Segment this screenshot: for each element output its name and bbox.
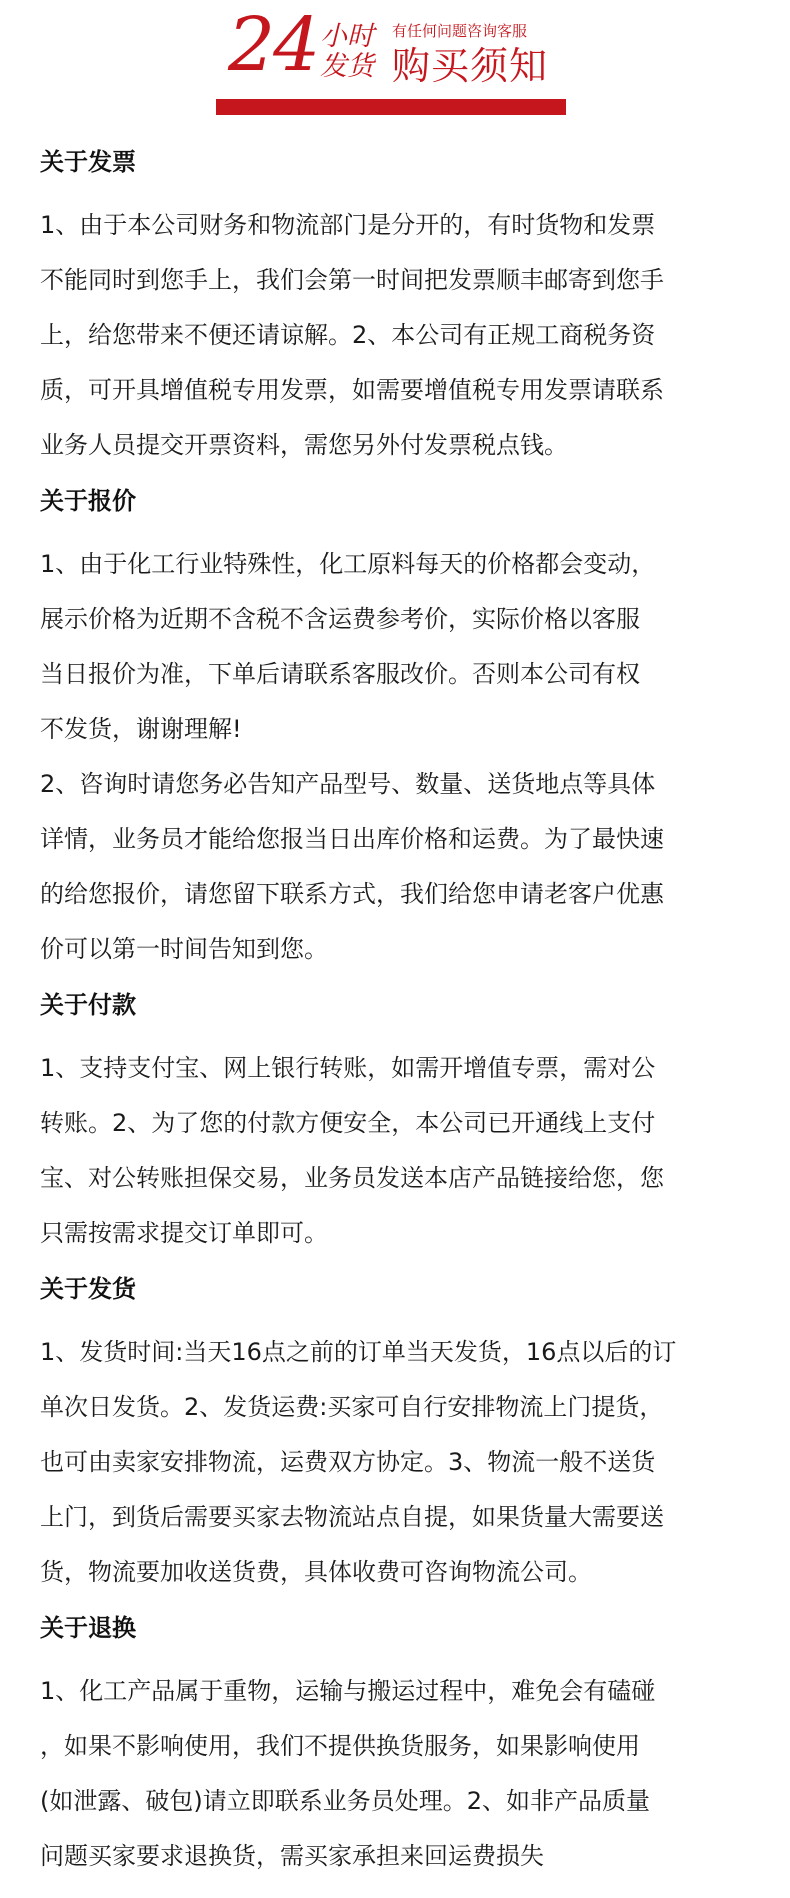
section-line: 的给您报价，请您留下联系方式，我们给您申请老客户优惠: [40, 880, 664, 908]
section-line: 展示价格为近期不含税不含运费参考价，实际价格以客服: [40, 605, 640, 633]
section-line: 不能同时到您手上，我们会第一时间把发票顺丰邮寄到您手: [40, 266, 664, 294]
section-line: 只需按需求提交订单即可。: [40, 1219, 328, 1247]
section-line: 货，物流要加收送货费，具体收费可咨询物流公司。: [40, 1558, 592, 1586]
section-line: 宝、对公转账担保交易，业务员发送本店产品链接给您，您: [40, 1164, 664, 1192]
section-returns: [40, 1608, 750, 1884]
header-number: 24: [228, 2, 319, 88]
header-divider-bar: [216, 99, 566, 115]
section-line: 1、发货时间:当天16点之前的订单当天发货，16点以后的订: [40, 1338, 677, 1366]
header-small-bottom: 发货: [320, 51, 374, 82]
section-line: ，如果不影响使用，我们不提供换货服务，如果影响使用: [40, 1732, 640, 1760]
page-header: [0, 0, 790, 130]
section-heading: 关于报价: [40, 487, 136, 515]
section-heading: 关于退换: [40, 1614, 136, 1642]
section-payment: [40, 985, 750, 1261]
section-line: 1、化工产品属于重物，运输与搬运过程中，难免会有磕碰: [40, 1677, 656, 1705]
header-small-label: [320, 22, 382, 82]
section-heading: 关于发票: [40, 148, 136, 176]
notice-content: [40, 142, 750, 1884]
section-line: 单次日发货。2、发货运费:买家可自行安排物流上门提货，: [40, 1393, 664, 1421]
section-line: (如泄露、破包)请立即联系业务员处理。2、如非产品质量: [40, 1787, 650, 1815]
section-heading: 关于发货: [40, 1275, 136, 1303]
section-line: 1、支持支付宝、网上银行转账，如需开增值专票，需对公: [40, 1054, 656, 1082]
section-line: 详情，业务员才能给您报当日出库价格和运费。为了最快速: [40, 825, 664, 853]
section-line: 业务人员提交开票资料，需您另外付发票税点钱。: [40, 431, 568, 459]
section-line: 1、由于本公司财务和物流部门是分开的，有时货物和发票: [40, 211, 656, 239]
section-shipping: [40, 1269, 750, 1600]
section-line: 也可由卖家安排物流，运费双方协定。3、物流一般不送货: [40, 1448, 656, 1476]
section-line: 2、咨询时请您务必告知产品型号、数量、送货地点等具体: [40, 770, 656, 798]
section-invoice: [40, 142, 750, 473]
section-line: 上，给您带来不便还请谅解。2、本公司有正规工商税务资: [40, 321, 656, 349]
section-line: 转账。2、为了您的付款方便安全，本公司已开通线上支付: [40, 1109, 656, 1137]
section-line: 价可以第一时间告知到您。: [40, 935, 328, 963]
header-subtitle: 有任何问题咨询客服: [392, 22, 528, 40]
section-quote: [40, 481, 750, 977]
section-line: 1、由于化工行业特殊性，化工原料每天的价格都会变动，: [40, 550, 656, 578]
section-heading: 关于付款: [40, 991, 136, 1019]
page-title: 购买须知: [392, 44, 549, 88]
section-line: 不发货，谢谢理解!: [40, 715, 242, 743]
header-small-top: 小时: [320, 21, 374, 52]
section-line: 问题买家要求退换货，需买家承担来回运费损失: [40, 1842, 544, 1870]
header-right: [392, 22, 548, 88]
section-line: 上门，到货后需要买家去物流站点自提，如果货量大需要送: [40, 1503, 664, 1531]
section-line: 质，可开具增值税专用发票，如需要增值税专用发票请联系: [40, 376, 664, 404]
section-line: 当日报价为准，下单后请联系客服改价。否则本公司有权: [40, 660, 640, 688]
